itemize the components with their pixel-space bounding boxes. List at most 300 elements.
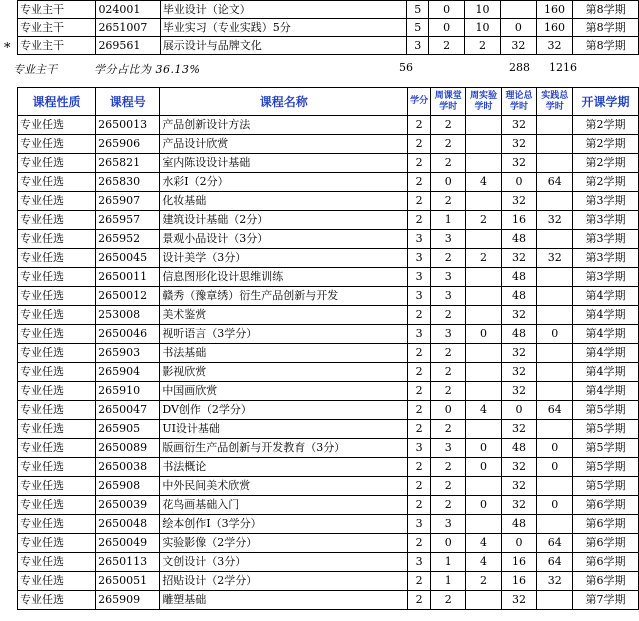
cell-category: 专业主干 xyxy=(18,37,96,55)
cell-code: 265952 xyxy=(96,230,160,249)
table-row xyxy=(18,192,639,211)
cell-semester: 第3学期 xyxy=(573,211,639,230)
cell-practice-hours: 0 xyxy=(537,458,573,477)
cell-code: 2650012 xyxy=(96,287,160,306)
cell-credits: 2 xyxy=(408,534,431,553)
cell-credits: 2 xyxy=(408,496,431,515)
summary-category: 专业主干 xyxy=(13,63,57,76)
cell-practice-hours xyxy=(537,192,573,211)
cell-practice-hours xyxy=(537,230,573,249)
cell-weekly-lab: 2 xyxy=(466,211,501,230)
table-row xyxy=(18,19,639,37)
header-code: 课程号 xyxy=(96,88,160,116)
cell-weekly-lab: 4 xyxy=(466,401,501,420)
cell-code: 2650049 xyxy=(96,534,160,553)
cell-semester: 第6学期 xyxy=(573,572,639,591)
table-row xyxy=(18,420,639,439)
header-category: 课程性质 xyxy=(18,88,96,116)
cell-name: 中国画欣赏 xyxy=(160,382,408,401)
cell-theory-hours: 0 xyxy=(501,401,537,420)
cell-name: 水彩Ⅰ（2分） xyxy=(160,173,408,192)
cell-weekly-lecture: 2 xyxy=(431,135,466,154)
table-row xyxy=(18,306,639,325)
cell-practice-hours: 32 xyxy=(537,572,573,591)
cell-credits: 3 xyxy=(408,325,431,344)
cell-practice-hours xyxy=(537,591,573,610)
cell-semester: 第5学期 xyxy=(573,420,639,439)
cell-weekly-lab xyxy=(466,116,501,135)
cell-credits: 5 xyxy=(407,1,429,19)
cell-weekly-lecture: 3 xyxy=(431,230,466,249)
cell-weekly-lab xyxy=(466,287,501,306)
star-mark: * xyxy=(4,41,11,56)
cell-weekly-lab: 2 xyxy=(466,249,501,268)
table-row xyxy=(18,135,639,154)
header-weekly-lab: 周实验学时 xyxy=(466,88,501,116)
cell-code: 2650113 xyxy=(96,553,160,572)
cell-weekly-lecture: 2 xyxy=(431,249,466,268)
cell-semester: 第5学期 xyxy=(573,401,639,420)
summary-credits-total: 56 xyxy=(399,61,413,74)
cell-name: 室内陈设设计基础 xyxy=(160,154,408,173)
cell-practice-hours xyxy=(537,363,573,382)
cell-name: 文创设计（3分） xyxy=(160,553,408,572)
cell-name: 毕业设计（论文） xyxy=(160,1,406,19)
cell-practice-hours: 64 xyxy=(537,534,573,553)
cell-code: 253008 xyxy=(96,306,160,325)
table-row xyxy=(18,287,639,306)
cell-code: 265903 xyxy=(96,344,160,363)
cell-code: 265907 xyxy=(96,192,160,211)
cell-semester: 第4学期 xyxy=(573,382,639,401)
cell-weekly-lab: 10 xyxy=(464,19,500,37)
cell-name: 花鸟画基础入门 xyxy=(160,496,408,515)
cell-weekly-lab: 4 xyxy=(466,553,501,572)
cell-weekly-lecture: 2 xyxy=(431,363,466,382)
cell-semester: 第6学期 xyxy=(573,515,639,534)
cell-category: 专业任选 xyxy=(18,173,96,192)
cell-practice-hours: 0 xyxy=(537,496,573,515)
cell-semester: 第2学期 xyxy=(573,154,639,173)
cell-code: 265906 xyxy=(96,135,160,154)
cell-credits: 2 xyxy=(408,306,431,325)
cell-category: 专业任选 xyxy=(18,306,96,325)
cell-weekly-lab: 0 xyxy=(466,496,501,515)
cell-semester: 第3学期 xyxy=(573,192,639,211)
cell-category: 专业任选 xyxy=(18,439,96,458)
cell-practice-hours: 160 xyxy=(536,1,572,19)
table-row xyxy=(18,268,639,287)
cell-category: 专业任选 xyxy=(18,591,96,610)
cell-credits: 3 xyxy=(408,268,431,287)
table-row xyxy=(18,553,639,572)
cell-category: 专业任选 xyxy=(18,192,96,211)
header-row xyxy=(18,88,639,116)
cell-name: 设计美学（3分） xyxy=(160,249,408,268)
table-row xyxy=(18,154,639,173)
cell-code: 024001 xyxy=(96,1,160,19)
cell-theory-hours: 32 xyxy=(501,458,537,477)
table-row xyxy=(18,591,639,610)
cell-semester: 第5学期 xyxy=(573,458,639,477)
cell-category: 专业任选 xyxy=(18,515,96,534)
cell-semester: 第3学期 xyxy=(573,268,639,287)
table-row xyxy=(18,496,639,515)
cell-credits: 2 xyxy=(408,382,431,401)
table-row xyxy=(18,211,639,230)
cell-weekly-lecture: 2 xyxy=(431,496,466,515)
cell-weekly-lecture: 3 xyxy=(431,287,466,306)
cell-category: 专业任选 xyxy=(18,382,96,401)
cell-category: 专业任选 xyxy=(18,458,96,477)
header-semester: 开课学期 xyxy=(573,88,639,116)
summary-theory-total: 288 xyxy=(509,61,530,74)
cell-theory-hours: 32 xyxy=(501,363,537,382)
table-row xyxy=(18,37,639,55)
cell-weekly-lab xyxy=(466,515,501,534)
cell-theory-hours: 48 xyxy=(501,439,537,458)
table-row xyxy=(18,477,639,496)
cell-code: 2650051 xyxy=(96,572,160,591)
cell-name: 绘本创作Ⅰ（3学分） xyxy=(160,515,408,534)
cell-code: 2650039 xyxy=(96,496,160,515)
cell-practice-hours: 64 xyxy=(537,553,573,572)
cell-practice-hours xyxy=(537,382,573,401)
header-credits: 学分 xyxy=(408,88,431,116)
cell-theory-hours: 48 xyxy=(501,230,537,249)
table-row xyxy=(18,515,639,534)
cell-semester: 第3学期 xyxy=(573,249,639,268)
cell-weekly-lab xyxy=(466,192,501,211)
table-row xyxy=(18,382,639,401)
cell-practice-hours: 64 xyxy=(537,401,573,420)
cell-category: 专业任选 xyxy=(18,477,96,496)
cell-name: 景观小品设计（3分） xyxy=(160,230,408,249)
cell-practice-hours xyxy=(537,477,573,496)
cell-theory-hours: 32 xyxy=(501,116,537,135)
cell-semester: 第6学期 xyxy=(573,534,639,553)
cell-code: 2651007 xyxy=(96,19,160,37)
cell-credits: 5 xyxy=(407,19,429,37)
cell-category: 专业任选 xyxy=(18,363,96,382)
table-row xyxy=(18,249,639,268)
table-row xyxy=(18,325,639,344)
cell-name: 版画衍生产品创新与开发教育（3分） xyxy=(160,439,408,458)
cell-category: 专业主干 xyxy=(18,19,96,37)
cell-practice-hours xyxy=(537,268,573,287)
cell-practice-hours: 160 xyxy=(536,19,572,37)
header-name: 课程名称 xyxy=(160,88,408,116)
cell-theory-hours: 32 xyxy=(501,591,537,610)
table-row xyxy=(18,401,639,420)
cell-code: 265908 xyxy=(96,477,160,496)
cell-name: UI设计基础 xyxy=(160,420,408,439)
cell-practice-hours xyxy=(537,287,573,306)
cell-code: 265957 xyxy=(96,211,160,230)
cell-weekly-lecture: 1 xyxy=(431,553,466,572)
header-theory-hours: 理论总学时 xyxy=(501,88,537,116)
cell-code: 2650047 xyxy=(96,401,160,420)
cell-weekly-lecture: 1 xyxy=(431,572,466,591)
summary-line xyxy=(0,58,639,80)
cell-category: 专业任选 xyxy=(18,211,96,230)
cell-credits: 3 xyxy=(408,553,431,572)
cell-semester: 第4学期 xyxy=(573,306,639,325)
cell-practice-hours: 0 xyxy=(537,325,573,344)
cell-theory-hours: 48 xyxy=(501,287,537,306)
table-row xyxy=(18,230,639,249)
cell-code: 2650011 xyxy=(96,268,160,287)
cell-category: 专业主干 xyxy=(18,1,96,19)
elective-table-body xyxy=(18,116,639,610)
cell-theory-hours: 16 xyxy=(501,572,537,591)
cell-weekly-lecture: 0 xyxy=(431,173,466,192)
table-row xyxy=(18,116,639,135)
cell-credits: 2 xyxy=(408,211,431,230)
table-row xyxy=(18,458,639,477)
cell-practice-hours: 32 xyxy=(536,37,572,55)
cell-theory-hours: 48 xyxy=(501,268,537,287)
cell-code: 2650089 xyxy=(96,439,160,458)
cell-theory-hours: 0 xyxy=(501,534,537,553)
table-row xyxy=(18,363,639,382)
cell-weekly-lecture: 0 xyxy=(429,1,465,19)
cell-weekly-lab xyxy=(466,306,501,325)
cell-weekly-lecture: 3 xyxy=(431,439,466,458)
table-row xyxy=(18,344,639,363)
cell-weekly-lecture: 2 xyxy=(429,37,465,55)
cell-practice-hours: 0 xyxy=(537,439,573,458)
cell-code: 265909 xyxy=(96,591,160,610)
cell-semester: 第4学期 xyxy=(573,325,639,344)
cell-practice-hours xyxy=(537,420,573,439)
cell-theory-hours: 32 xyxy=(501,135,537,154)
cell-weekly-lab xyxy=(466,135,501,154)
cell-code: 265904 xyxy=(96,363,160,382)
cell-code: 265905 xyxy=(96,420,160,439)
cell-name: 毕业实习（专业实践）5分 xyxy=(160,19,406,37)
cell-credits: 3 xyxy=(407,37,429,55)
cell-weekly-lab: 10 xyxy=(464,1,500,19)
cell-semester: 第2学期 xyxy=(573,135,639,154)
cell-theory-hours: 32 xyxy=(501,382,537,401)
cell-category: 专业任选 xyxy=(18,572,96,591)
cell-semester: 第4学期 xyxy=(573,287,639,306)
cell-theory-hours: 48 xyxy=(501,515,537,534)
cell-credits: 2 xyxy=(408,363,431,382)
cell-category: 专业任选 xyxy=(18,135,96,154)
cell-code: 2650045 xyxy=(96,249,160,268)
cell-practice-hours xyxy=(537,116,573,135)
cell-credits: 2 xyxy=(408,192,431,211)
cell-category: 专业任选 xyxy=(18,553,96,572)
table-row xyxy=(18,534,639,553)
cell-theory-hours: 16 xyxy=(501,553,537,572)
cell-weekly-lab xyxy=(466,363,501,382)
cell-code: 269561 xyxy=(96,37,160,55)
cell-weekly-lecture: 2 xyxy=(431,382,466,401)
cell-semester: 第8学期 xyxy=(573,37,639,55)
cell-theory-hours: 32 xyxy=(501,192,537,211)
cell-credits: 2 xyxy=(408,458,431,477)
cell-weekly-lab: 0 xyxy=(466,458,501,477)
cell-weekly-lecture: 0 xyxy=(431,534,466,553)
cell-weekly-lecture: 2 xyxy=(431,306,466,325)
cell-theory-hours: 32 xyxy=(501,344,537,363)
cell-weekly-lab xyxy=(466,591,501,610)
cell-theory-hours: 32 xyxy=(501,496,537,515)
cell-code: 2650013 xyxy=(96,116,160,135)
cell-name: 实验影像（2学分） xyxy=(160,534,408,553)
cell-practice-hours xyxy=(537,344,573,363)
top-table-body xyxy=(18,1,639,55)
cell-weekly-lecture: 3 xyxy=(431,325,466,344)
cell-credits: 2 xyxy=(408,173,431,192)
cell-semester: 第6学期 xyxy=(573,496,639,515)
cell-semester: 第2学期 xyxy=(573,116,639,135)
cell-practice-hours xyxy=(537,135,573,154)
cell-name: 产品创新设计方法 xyxy=(160,116,408,135)
cell-practice-hours: 32 xyxy=(537,211,573,230)
cell-weekly-lecture: 0 xyxy=(431,401,466,420)
cell-theory-hours: 32 xyxy=(501,249,537,268)
cell-credits: 2 xyxy=(408,477,431,496)
cell-weekly-lab xyxy=(466,477,501,496)
summary-ratio: 学分占比为 36.13% xyxy=(94,63,201,76)
cell-weekly-lab: 2 xyxy=(464,37,500,55)
cell-name: 视听语言（3学分） xyxy=(160,325,408,344)
cell-weekly-lecture: 0 xyxy=(429,19,465,37)
top-course-table xyxy=(17,0,639,55)
cell-weekly-lab: 2 xyxy=(466,572,501,591)
cell-credits: 3 xyxy=(408,249,431,268)
cell-weekly-lab xyxy=(466,154,501,173)
cell-category: 专业任选 xyxy=(18,268,96,287)
cell-name: 建筑设计基础（2分） xyxy=(160,211,408,230)
cell-code: 2650046 xyxy=(96,325,160,344)
cell-credits: 2 xyxy=(408,591,431,610)
cell-category: 专业任选 xyxy=(18,496,96,515)
cell-credits: 3 xyxy=(408,230,431,249)
cell-weekly-lecture: 2 xyxy=(431,344,466,363)
cell-practice-hours xyxy=(537,306,573,325)
cell-weekly-lab: 0 xyxy=(466,439,501,458)
header-practice-hours: 实践总学时 xyxy=(537,88,573,116)
cell-code: 265821 xyxy=(96,154,160,173)
cell-credits: 3 xyxy=(408,515,431,534)
table-row xyxy=(18,572,639,591)
cell-category: 专业任选 xyxy=(18,230,96,249)
header-weekly-lecture: 周课堂学时 xyxy=(431,88,466,116)
cell-theory-hours: 0 xyxy=(500,19,536,37)
cell-credits: 2 xyxy=(408,572,431,591)
cell-name: 化妆基础 xyxy=(160,192,408,211)
cell-practice-hours: 32 xyxy=(537,249,573,268)
summary-practice-total: 1216 xyxy=(549,61,577,74)
cell-semester: 第3学期 xyxy=(573,230,639,249)
cell-semester: 第8学期 xyxy=(573,19,639,37)
cell-semester: 第2学期 xyxy=(573,173,639,192)
cell-theory-hours: 32 xyxy=(500,37,536,55)
cell-category: 专业任选 xyxy=(18,249,96,268)
cell-category: 专业任选 xyxy=(18,534,96,553)
cell-weekly-lecture: 2 xyxy=(431,154,466,173)
cell-weekly-lab xyxy=(466,420,501,439)
cell-name: 产品设计欣赏 xyxy=(160,135,408,154)
cell-name: 展示设计与品牌文化 xyxy=(160,37,406,55)
cell-name: 影视欣赏 xyxy=(160,363,408,382)
cell-name: 信息图形化设计思维训练 xyxy=(160,268,408,287)
cell-name: 赣秀（豫章绣）衍生产品创新与开发 xyxy=(160,287,408,306)
cell-weekly-lab xyxy=(466,268,501,287)
cell-weekly-lab: 4 xyxy=(466,173,501,192)
cell-credits: 2 xyxy=(408,344,431,363)
cell-credits: 3 xyxy=(408,439,431,458)
cell-weekly-lecture: 2 xyxy=(431,420,466,439)
table-row xyxy=(18,173,639,192)
cell-name: 书法基础 xyxy=(160,344,408,363)
cell-weekly-lab xyxy=(466,230,501,249)
cell-weekly-lecture: 1 xyxy=(431,211,466,230)
cell-credits: 3 xyxy=(408,287,431,306)
cell-weekly-lab: 4 xyxy=(466,534,501,553)
cell-semester: 第5学期 xyxy=(573,477,639,496)
cell-category: 专业任选 xyxy=(18,325,96,344)
cell-weekly-lecture: 2 xyxy=(431,116,466,135)
cell-category: 专业任选 xyxy=(18,401,96,420)
cell-category: 专业任选 xyxy=(18,287,96,306)
cell-practice-hours: 64 xyxy=(537,173,573,192)
cell-semester: 第7学期 xyxy=(573,591,639,610)
cell-theory-hours: 48 xyxy=(501,325,537,344)
cell-credits: 2 xyxy=(408,420,431,439)
cell-credits: 2 xyxy=(408,135,431,154)
cell-weekly-lecture: 2 xyxy=(431,192,466,211)
cell-credits: 2 xyxy=(408,401,431,420)
cell-theory-hours: 32 xyxy=(501,477,537,496)
cell-weekly-lecture: 2 xyxy=(431,458,466,477)
cell-code: 265910 xyxy=(96,382,160,401)
cell-semester: 第8学期 xyxy=(573,1,639,19)
cell-practice-hours xyxy=(537,515,573,534)
cell-name: 书法概论 xyxy=(160,458,408,477)
cell-semester: 第4学期 xyxy=(573,363,639,382)
table-row xyxy=(18,439,639,458)
cell-weekly-lecture: 3 xyxy=(431,515,466,534)
cell-name: 雕塑基础 xyxy=(160,591,408,610)
cell-weekly-lab xyxy=(466,382,501,401)
cell-code: 265830 xyxy=(96,173,160,192)
cell-semester: 第5学期 xyxy=(573,439,639,458)
cell-name: 中外民间美术欣赏 xyxy=(160,477,408,496)
cell-category: 专业任选 xyxy=(18,154,96,173)
cell-weekly-lecture: 3 xyxy=(431,268,466,287)
cell-semester: 第6学期 xyxy=(573,553,639,572)
cell-theory-hours: 0 xyxy=(501,173,537,192)
cell-practice-hours xyxy=(537,154,573,173)
cell-name: 招贴设计（2学分） xyxy=(160,572,408,591)
cell-weekly-lab xyxy=(466,344,501,363)
cell-credits: 2 xyxy=(408,154,431,173)
cell-name: 美术鉴赏 xyxy=(160,306,408,325)
cell-weekly-lab: 0 xyxy=(466,325,501,344)
cell-category: 专业任选 xyxy=(18,116,96,135)
cell-credits: 2 xyxy=(408,116,431,135)
cell-theory-hours: 32 xyxy=(501,306,537,325)
cell-semester: 第4学期 xyxy=(573,344,639,363)
cell-code: 2650048 xyxy=(96,515,160,534)
cell-theory-hours: 32 xyxy=(501,154,537,173)
